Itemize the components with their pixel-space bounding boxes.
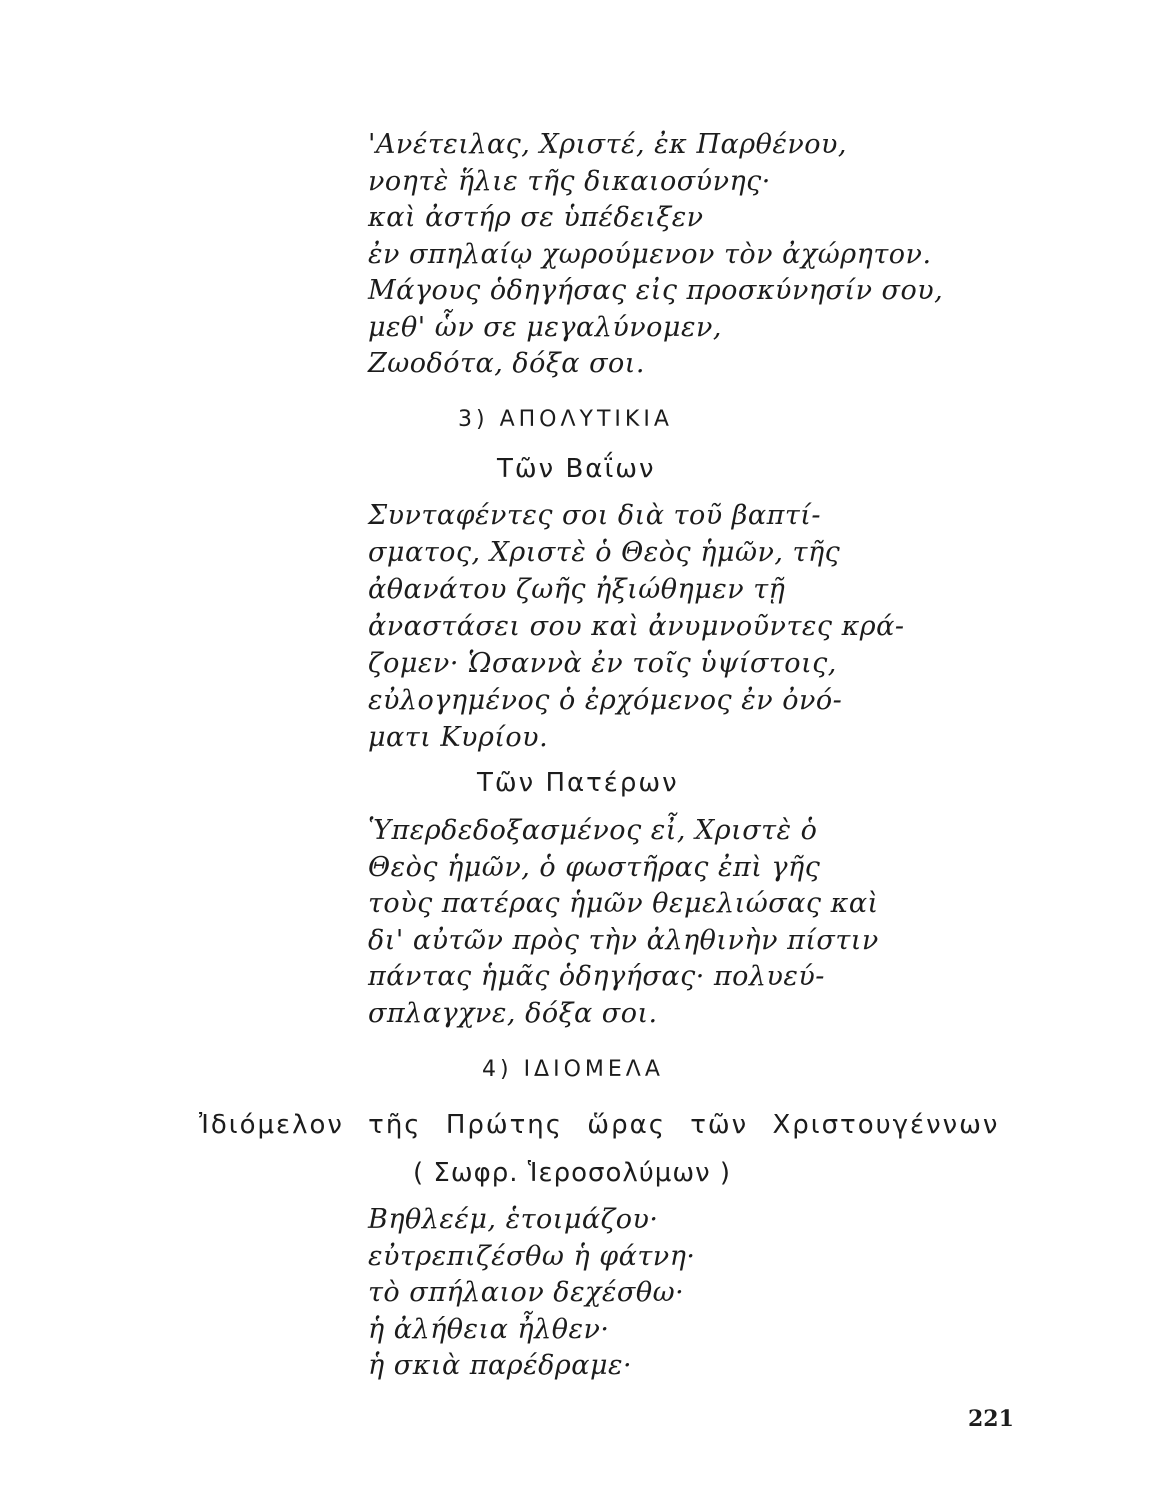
verse-line: Θεὸς ἡμῶν, ὁ φωστῆρας ἐπὶ γῆς <box>368 851 821 883</box>
verse-line: Ὑπερδεδοξασμένος εἶ, Χριστὲ ὁ <box>368 815 818 846</box>
verse-line: τὸ σπήλαιον δεχέσθω· <box>368 1277 685 1308</box>
verse-line: ἡ σκιὰ παρέδραμε· <box>368 1350 633 1381</box>
verse-line: εὐτρεπιζέσθω ἡ φάτνη· <box>368 1240 696 1272</box>
verse-line: σπλαγχνε, δόξα σοι. <box>368 997 658 1029</box>
verse-line: ἀναστάσει σου καὶ ἀνυμνοῦντες κρά- <box>368 611 905 642</box>
verse-line: μεθ' ὧν σε μεγαλύνομεν, <box>368 311 722 343</box>
section-heading-idiomela: 4) ΙΔΙΟΜΕΛΑ <box>482 1057 664 1082</box>
verse-line: καὶ ἀστήρ σε ὑπέδειξεν <box>368 202 704 233</box>
verse-line: ἡ ἀλήθεια ἦλθεν· <box>368 1313 610 1345</box>
verse-idiomelon <box>368 1202 695 1385</box>
verse-line: εὐλογημένος ὁ ἐρχόμενος ἐν ὀνό- <box>368 685 843 716</box>
subheading-pateron: Τῶν Πατέρων <box>477 768 679 798</box>
verse-line: ἐν σπηλαίῳ χωρούμενον τὸν ἀχώρητον. <box>368 238 932 270</box>
verse-line: 'Ανέτειλας, Χριστέ, ἐκ Παρθένου, <box>368 129 848 160</box>
verse-pateron <box>368 813 879 1032</box>
subheading-vaion: Τῶν Βαΐων <box>497 454 656 484</box>
verse-line: Βηθλεέμ, ἑτοιμάζου· <box>368 1204 659 1235</box>
verse-anateilas <box>368 127 943 383</box>
verse-line: σματος, Χριστὲ ὁ Θεὸς ἡμῶν, τῆς <box>368 537 841 568</box>
verse-line: πάντας ἡμᾶς ὁδηγήσας· πολυεύ- <box>368 961 825 992</box>
verse-vaion <box>368 497 905 756</box>
section-heading-apolytikia: 3) ΑΠΟΛΥΤΙΚΙΑ <box>458 407 673 432</box>
verse-line: Συνταφέντες σοι διὰ τοῦ βαπτί- <box>368 500 821 531</box>
verse-line: νοητὲ ἥλιε τῆς δικαιοσύνης· <box>368 165 771 197</box>
page-number: 221 <box>968 1406 1014 1432</box>
verse-line: Ζωοδότα, δόξα σοι. <box>368 348 645 379</box>
verse-line: ἀθανάτου ζωῆς ἠξιώθημεν τῇ <box>368 574 786 605</box>
verse-line: ζομεν· Ὡσαννὰ ἐν τοῖς ὑψίστοις, <box>368 648 837 679</box>
verse-line: Μάγους ὁδηγήσας εἰς προσκύνησίν σου, <box>368 275 944 306</box>
idiomelon-author: ( Σωφρ. Ἱεροσολύμων ) <box>413 1158 732 1188</box>
verse-line: τοὺς πατέρας ἡμῶν θεμελιώσας καὶ <box>368 888 879 919</box>
verse-line: ματι Κυρίου. <box>368 722 549 753</box>
idiomelon-title: Ἰδιόμελον τῆς Πρώτης ὥρας τῶν Χριστουγέννων <box>199 1110 1000 1140</box>
verse-line: δι' αὐτῶν πρὸς τὴν ἀληθινὴν πίστιν <box>368 924 879 956</box>
